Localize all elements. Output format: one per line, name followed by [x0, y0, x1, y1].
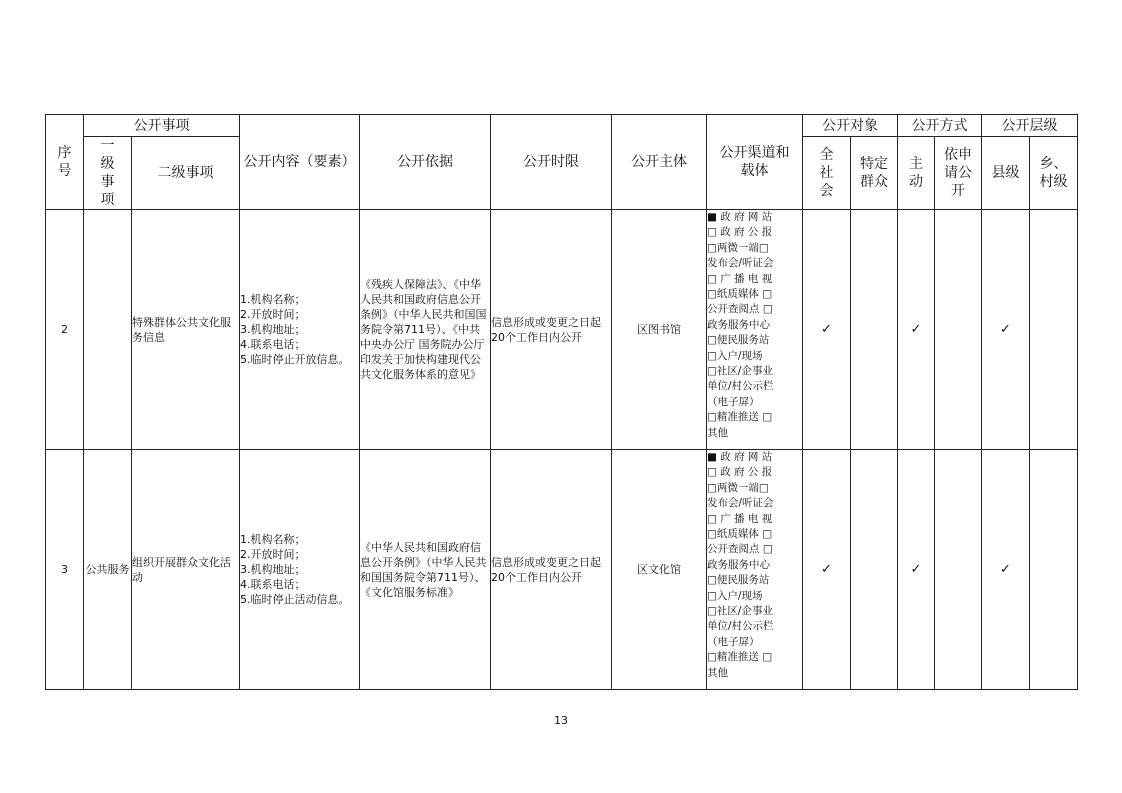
channel-item: □ 广 播 电 视 — [707, 272, 773, 285]
row-content — [240, 450, 360, 690]
content-line: 1.机构名称； — [240, 533, 306, 546]
header-level2: 二级事项 — [132, 137, 240, 210]
channel-item: □ 广 播 电 视 — [707, 512, 773, 525]
header-row-1 — [46, 115, 1078, 137]
row-level1: 公共服务 — [84, 450, 132, 690]
row-channels — [707, 210, 803, 450]
header-method-active: 主动 — [898, 137, 935, 210]
content-line: 3.机构地址； — [240, 563, 306, 576]
check-method-request — [935, 450, 982, 690]
channel-item: 政务服务中心 — [707, 318, 770, 331]
channel-item: 政务服务中心 — [707, 558, 770, 571]
header-content: 公开内容（要素） — [240, 115, 360, 210]
header-channel: 公开渠道和载体 — [707, 115, 803, 210]
channel-item: （电子屏） — [707, 395, 760, 408]
row-subject: 区图书馆 — [612, 210, 707, 450]
channel-item: 其他 — [707, 666, 728, 679]
row-level2: 特殊群体公共文化服务信息 — [132, 210, 240, 450]
channel-item: □便民服务站 — [707, 334, 770, 347]
channel-item: □ 政 府 公 报 — [707, 226, 773, 239]
check-level-county: ✓ — [982, 210, 1030, 450]
channel-item: 单位/村公示栏 — [707, 380, 774, 393]
channel-item: □便民服务站 — [707, 574, 770, 587]
table-row — [46, 210, 1078, 450]
channel-item: （电子屏） — [707, 635, 760, 648]
row-seq: 2 — [46, 210, 84, 450]
row-subject: 区文化馆 — [612, 450, 707, 690]
header-level-town: 乡、村级 — [1030, 137, 1078, 210]
channel-item: □ 政 府 公 报 — [707, 466, 773, 479]
channel-item: 发布会/听证会 — [707, 497, 774, 510]
channel-item: □精准推送 □ — [707, 411, 773, 424]
check-target-all: ✓ — [803, 210, 851, 450]
row-content — [240, 210, 360, 450]
channel-item: 公开查阅点 □ — [707, 543, 773, 556]
channel-item: 其他 — [707, 426, 728, 439]
check-level-town — [1030, 450, 1078, 690]
header-target: 公开对象 — [803, 115, 898, 137]
header-matters: 公开事项 — [84, 115, 240, 137]
check-level-county: ✓ — [982, 450, 1030, 690]
check-target-specific — [851, 210, 898, 450]
row-time-limit: 信息形成或变更之日起20个工作日内公开 — [491, 210, 612, 450]
page-number: 13 — [554, 714, 568, 727]
content-line: 4.联系电话； — [240, 578, 306, 591]
channel-item: □两微一端□ — [707, 241, 769, 254]
content-line: 3.机构地址； — [240, 323, 306, 336]
channel-item: □社区/企事业 — [707, 365, 773, 378]
channel-item: ■ 政 府 网 站 — [707, 211, 773, 223]
content-line: 1.机构名称； — [240, 293, 306, 306]
channel-item: □两微一端□ — [707, 481, 769, 494]
channel-item: □入户/现场 — [707, 589, 763, 602]
check-target-specific — [851, 450, 898, 690]
check-level-town — [1030, 210, 1078, 450]
check-target-all: ✓ — [803, 450, 851, 690]
row-level1 — [84, 210, 132, 450]
channel-item: 公开查阅点 □ — [707, 303, 773, 316]
content-line: 4.联系电话； — [240, 338, 306, 351]
header-level: 公开层级 — [982, 115, 1078, 137]
header-subject: 公开主体 — [612, 115, 707, 210]
header-level-county: 县级 — [982, 137, 1030, 210]
disclosure-table — [45, 114, 1078, 690]
row-basis: 《中华人民共和国政府信息公开条例》（中华人民共和国国务院令第711号）、《文化馆服务标准》 — [360, 450, 491, 690]
header-time-limit: 公开时限 — [491, 115, 612, 210]
header-target-specific: 特定群众 — [851, 137, 898, 210]
content-line: 5.临时停止开放信息。 — [240, 353, 350, 366]
table-row — [46, 450, 1078, 690]
header-target-all: 全社会 — [803, 137, 851, 210]
channel-item: 单位/村公示栏 — [707, 620, 774, 633]
row-level2: 组织开展群众文化活动 — [132, 450, 240, 690]
header-method: 公开方式 — [898, 115, 982, 137]
check-method-active: ✓ — [898, 210, 935, 450]
channel-item: □社区/企事业 — [707, 605, 773, 618]
channel-item: □纸质媒体 □ — [707, 528, 773, 541]
header-basis: 公开依据 — [360, 115, 491, 210]
header-seq: 序号 — [46, 115, 84, 210]
channel-item: □入户/现场 — [707, 349, 763, 362]
channel-item: ■ 政 府 网 站 — [707, 451, 773, 463]
content-line: 2.开放时间； — [240, 308, 306, 321]
row-seq: 3 — [46, 450, 84, 690]
header-method-request: 依申请公开 — [935, 137, 982, 210]
channel-item: 发布会/听证会 — [707, 257, 774, 270]
row-time-limit: 信息形成或变更之日起20个工作日内公开 — [491, 450, 612, 690]
row-basis: 《残疾人保障法》、《中华人民共和国政府信息公开条例》（中华人民共和国国务院令第711号）、《中共中央办公厅 国务院办公厅印发关于加快构建现代公共文化服务体系的意见》 — [360, 210, 491, 450]
channel-item: □纸质媒体 □ — [707, 288, 773, 301]
content-line: 2.开放时间； — [240, 548, 306, 561]
check-method-request — [935, 210, 982, 450]
row-channels — [707, 450, 803, 690]
header-level1: 一级事项 — [84, 137, 132, 210]
check-method-active: ✓ — [898, 450, 935, 690]
content-line: 5.临时停止活动信息。 — [240, 593, 350, 606]
channel-item: □精准推送 □ — [707, 651, 773, 664]
